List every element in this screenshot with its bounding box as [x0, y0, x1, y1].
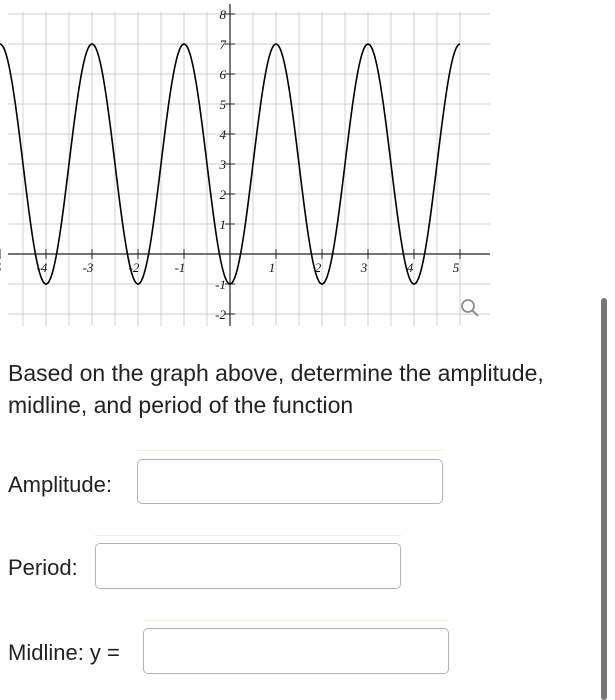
- y-tick-label: 8: [219, 7, 226, 22]
- midline-label: Midline: y =: [8, 640, 120, 665]
- period-input[interactable]: [95, 543, 401, 589]
- y-tick-label: 2: [219, 187, 226, 202]
- x-tick-label: 5: [452, 260, 460, 275]
- x-tick-label: 1: [268, 260, 276, 275]
- x-tick-label: -2: [128, 260, 140, 275]
- y-tick-label: -2: [215, 307, 226, 322]
- function-graph: [0, 0, 500, 330]
- midline-input[interactable]: [143, 628, 449, 674]
- scrollbar[interactable]: [601, 298, 607, 700]
- y-tick-label: 3: [219, 157, 226, 172]
- x-tick-label: -3: [82, 260, 94, 275]
- separator: [137, 450, 443, 451]
- y-tick-label: 7: [219, 37, 226, 52]
- period-label: Period:: [8, 555, 78, 580]
- amplitude-label: Amplitude:: [8, 472, 112, 497]
- x-tick-label: 2: [314, 260, 322, 275]
- separator: [143, 620, 449, 621]
- y-tick-label: 1: [219, 217, 226, 232]
- amplitude-input[interactable]: [137, 459, 443, 504]
- y-tick-label: -1: [215, 277, 226, 292]
- y-tick-label: 5: [219, 97, 226, 112]
- y-tick-label: 4: [219, 127, 226, 142]
- x-tick-label: 3: [360, 260, 368, 275]
- separator: [95, 535, 401, 536]
- axes: [8, 4, 490, 326]
- x-tick-label: 4: [406, 260, 414, 275]
- x-tick-label: [0, 260, 2, 275]
- x-tick-label: -1: [174, 260, 186, 275]
- question-text: Based on the graph above, determine the amplitude, midline, and period of the function: [8, 360, 544, 418]
- y-tick-label: 6: [219, 67, 226, 82]
- x-tick-label: -4: [36, 260, 48, 275]
